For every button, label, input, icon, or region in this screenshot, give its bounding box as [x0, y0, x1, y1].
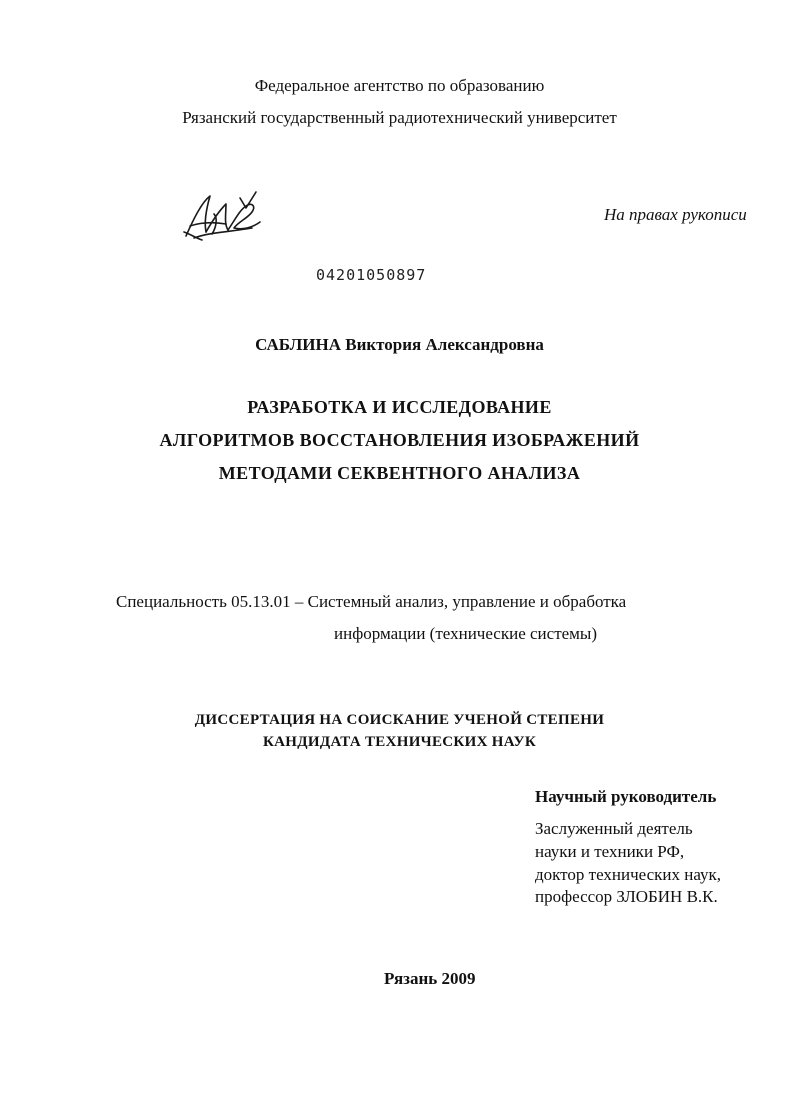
city-year: Рязань 2009 [384, 969, 476, 988]
title-line-2: АЛГОРИТМОВ ВОССТАНОВЛЕНИЯ ИЗОБРАЖЕНИЙ [159, 430, 640, 450]
degree-line-1: ДИССЕРТАЦИЯ НА СОИСКАНИЕ УЧЕНОЙ СТЕПЕНИ [194, 712, 605, 728]
university-name: Рязанский государственный радиотехнический университет [182, 108, 617, 127]
supervisor-heading: Научный руководитель [535, 787, 717, 806]
specialty-line-2: информации (технические системы) [334, 624, 598, 643]
signature-icon [180, 188, 270, 244]
supervisor-line-3: доктор технических наук, [535, 865, 722, 884]
supervisor-line-4: профессор ЗЛОБИН В.К. [535, 887, 718, 906]
degree-line-2: КАНДИДАТА ТЕХНИЧЕСКИХ НАУК [262, 734, 537, 750]
catalog-number: 04201050897 [316, 266, 427, 284]
title-line-1: РАЗРАБОТКА И ИССЛЕДОВАНИЕ [247, 397, 552, 417]
specialty-line-1: Специальность 05.13.01 – Системный анализ, управление и обработка [116, 592, 627, 611]
manuscript-note: На правах рукописи [604, 205, 747, 224]
author-name: САБЛИНА Виктория Александровна [255, 335, 544, 354]
supervisor-line-2: науки и техники РФ, [535, 842, 685, 861]
agency-name: Федеральное агентство по образованию [254, 76, 545, 95]
supervisor-line-1: Заслуженный деятель [535, 819, 693, 838]
title-line-3: МЕТОДАМИ СЕКВЕНТНОГО АНАЛИЗА [218, 463, 581, 483]
